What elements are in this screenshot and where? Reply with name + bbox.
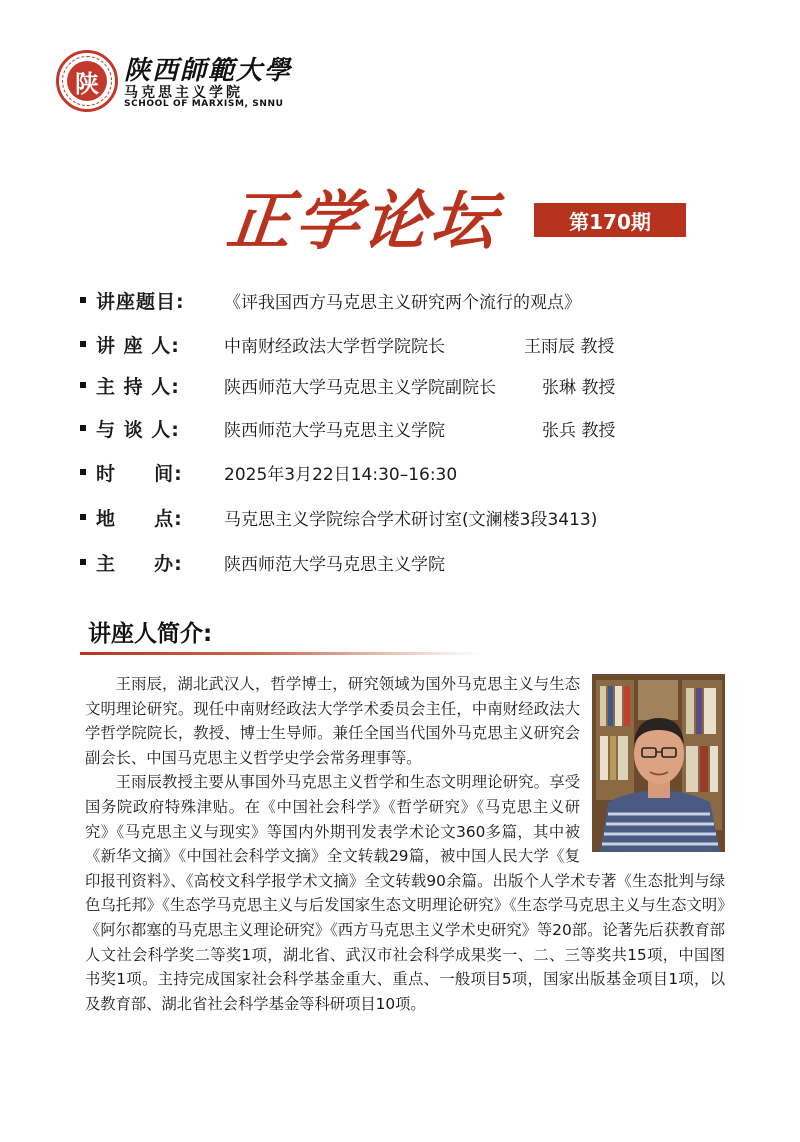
info-value: 陕西师范大学马克思主义学院 <box>224 554 445 575</box>
info-row-speaker <box>80 329 614 359</box>
info-value: 2025年3月22日14:30–16:30 <box>224 464 458 485</box>
portrait-illustration <box>592 674 725 852</box>
info-label: 讲座题目: <box>96 290 185 313</box>
seal-ring <box>62 56 112 106</box>
bullet-icon <box>80 514 86 520</box>
heading-underline <box>80 652 480 655</box>
info-person: 张琳 教授 <box>542 377 616 398</box>
school-name-en: SCHOOL OF MARXISM, SNNU <box>124 99 284 109</box>
forum-title: 正学论坛 <box>223 184 504 259</box>
bio-paragraph-2: 王雨辰教授主要从事国外马克思主义哲学和生态文明理论研究。享受国务院政府特殊津贴。在《中国社会科学》《哲学研究》《马克思主义研究》《马克思主义与现实》等国内外期刊发表学术论文360多篇，其中被《新华文摘》《中国社会科学文摘》全文转载29篇，被中国人民大学《复印报刊资料》、《高校文科学报学术文摘》全文转载90余篇。出版个人学术专著《生态批判与绿色乌托邦》《生态学马克思主义与后发国家生态文明理论研究》《生态学马克思主义与生态文明》《阿尔都塞的马克思主义理论研究》《西方马克思主义学术史研究》等20部。论著先后获教育部人文社会科学奖二等奖1项，湖北省、武汉市社会科学成果奖一、二、三等奖共15项，中国图书奖1项。主持完成国家社会科学基金重大、重点、一般项目5项，国家出版基金项目1项，以及教育部、湖北省社会科学基金等科研项目10项。 <box>85 773 725 1013</box>
info-label: 与 谈 人: <box>96 418 180 441</box>
info-value: 马克思主义学院综合学术研讨室(文澜楼3段3413) <box>224 509 598 530</box>
bullet-icon <box>80 469 86 475</box>
info-label: 时 间: <box>96 462 183 485</box>
bullet-icon <box>80 341 86 347</box>
info-org: 陕西师范大学马克思主义学院副院长 <box>224 377 496 398</box>
bullet-icon <box>80 297 86 303</box>
info-person: 王雨辰 教授 <box>524 336 615 357</box>
info-row-topic <box>80 285 581 315</box>
info-org: 中南财经政法大学哲学院院长 <box>224 336 445 357</box>
university-name: 陕西師範大學 <box>124 56 293 86</box>
speaker-bio <box>85 672 725 1016</box>
info-label: 主 办: <box>96 552 183 575</box>
bullet-icon <box>80 382 86 388</box>
info-row-time <box>80 457 457 487</box>
info-label: 地 点: <box>96 507 183 530</box>
bio-paragraph-1: 王雨辰，湖北武汉人，哲学博士，研究领域为国外马克思主义与生态文明理论研究。现任中南财经政法大学学术委员会主任，中南财经政法大学哲学院院长，教授、博士生导师。兼任全国当代国外马克思主义研究会副会长、中国马克思主义哲学史学会常务理事等。 <box>85 675 580 767</box>
info-org: 陕西师范大学马克思主义学院 <box>224 420 445 441</box>
bullet-icon <box>80 559 86 565</box>
info-label: 讲 座 人: <box>96 334 180 357</box>
info-row-location <box>80 502 597 532</box>
speaker-photo <box>592 674 725 852</box>
info-label: 主 持 人: <box>96 375 180 398</box>
info-value: 《评我国西方马克思主义研究两个流行的观点》 <box>224 292 581 313</box>
school-name-cn: 马克思主义学院 <box>124 85 243 101</box>
university-seal-logo <box>56 50 118 112</box>
intro-heading: 讲座人简介: <box>88 621 213 647</box>
info-person: 张兵 教授 <box>542 420 616 441</box>
info-row-host <box>80 370 615 400</box>
info-row-organizer <box>80 547 445 577</box>
seal-character: 陕 <box>67 61 107 101</box>
bullet-icon <box>80 425 86 431</box>
info-row-discussant <box>80 413 615 443</box>
issue-badge: 第170期 <box>534 203 686 237</box>
